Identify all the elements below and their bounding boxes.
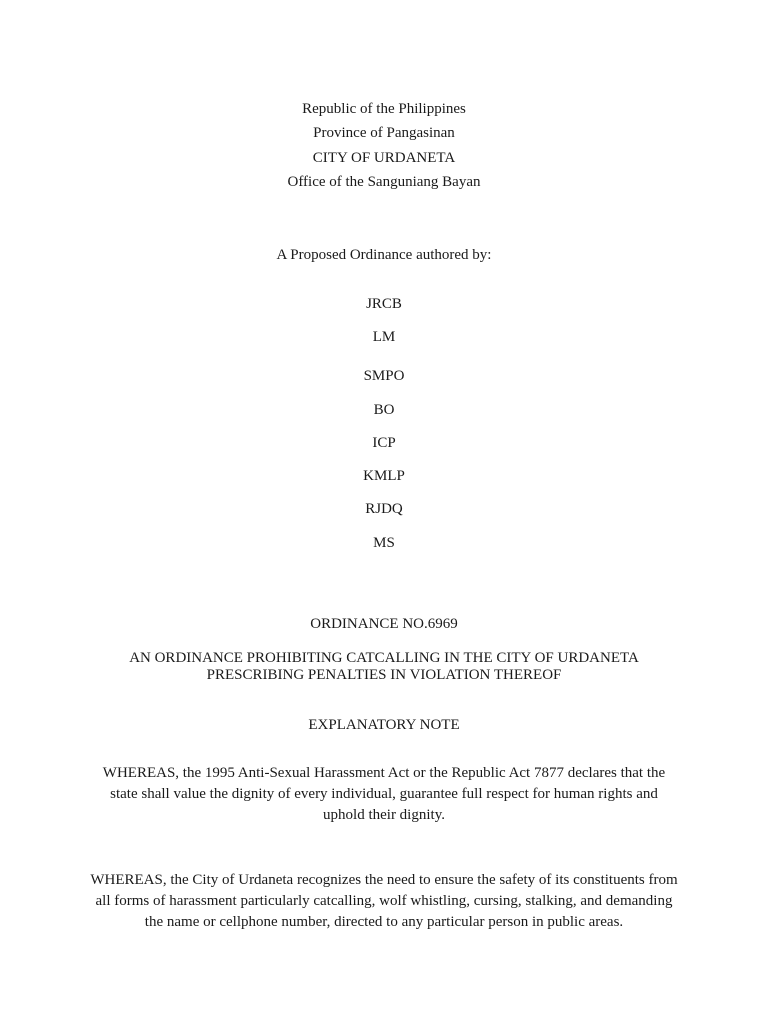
author-name: LM <box>372 329 396 345</box>
whereas-paragraph: WHEREAS, the City of Urdaneta recognizes the need to ensure the safety of its constituents from all forms of harassment particularly catcalling, wolf whistling, cursing, stalking, and demanding the name or cellphone number, directed to any particular person in public areas. <box>90 872 678 930</box>
author-name: RJDQ <box>365 501 403 517</box>
author-name: SMPO <box>363 368 405 384</box>
whereas-paragraph: WHEREAS, the 1995 Anti-Sexual Harassment Act or the Republic Act 7877 declares that the state shall value the dignity of every individual, guarantee full respect for human rights and uphold their dignity. <box>102 765 666 823</box>
author-name: BO <box>373 402 395 418</box>
author-name: JRCB <box>366 296 402 312</box>
ordinance-title-line: AN ORDINANCE PROHIBITING CATCALLING IN THE CITY OF URDANETA <box>129 650 639 666</box>
author-name: ICP <box>372 435 396 451</box>
header-republic: Republic of the Philippines <box>302 101 466 117</box>
ordinance-title <box>84 650 684 684</box>
header-office: Office of the Sanguniang Bayan <box>287 174 481 190</box>
authors-intro: A Proposed Ordinance authored by: <box>276 247 492 263</box>
author-name: MS <box>373 535 395 551</box>
explanatory-note-heading: EXPLANATORY NOTE <box>308 717 460 733</box>
header-province: Province of Pangasinan <box>313 125 455 141</box>
ordinance-title-line: PRESCRIBING PENALTIES IN VIOLATION THEREOF <box>206 667 562 683</box>
header-city: CITY OF URDANETA <box>312 150 456 166</box>
author-name: KMLP <box>363 468 405 484</box>
ordinance-number: ORDINANCE NO.6969 <box>310 616 458 632</box>
